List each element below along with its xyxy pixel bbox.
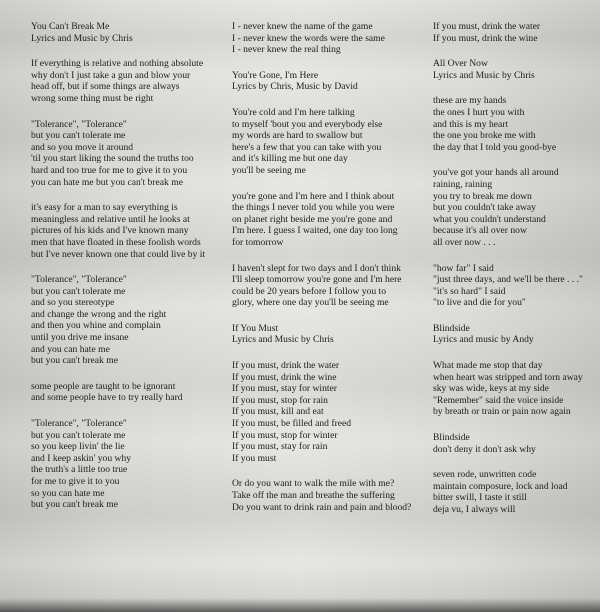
lyric-line: If you must, drink the wine <box>232 371 337 383</box>
lyric-line: these are my hands <box>433 95 507 107</box>
lyric-line: Lyrics and Music by Chris <box>232 334 334 346</box>
lyric-line: my words are hard to swallow but <box>232 130 363 142</box>
lyric-line: and change the wrong and the right <box>31 308 167 320</box>
lyric-block <box>433 469 598 515</box>
lyric-block <box>232 191 422 249</box>
lyric-line: and so you stereotype <box>31 297 115 309</box>
lyric-line: Blindside <box>433 322 470 334</box>
lyric-line: hard and too true for me to give it to you <box>31 164 188 176</box>
lyric-block <box>433 21 598 44</box>
lyrics-column-left <box>31 21 221 525</box>
lyric-line: If you must, stop for winter <box>232 429 338 441</box>
lyric-line: the truth's a little too true <box>31 464 128 476</box>
lyric-line: Do you want to drink rain and pain and blood? <box>232 501 412 513</box>
lyric-line: You're cold and I'm here talking <box>232 106 355 118</box>
lyric-line: 'til you start liking the sound the truths too <box>31 153 194 165</box>
lyric-block <box>433 360 598 418</box>
lyric-line: by breath or train or pain now again <box>433 406 571 418</box>
lyric-line: and it's killing me but one day <box>232 153 348 165</box>
lyric-line: the things I never told you while you were <box>232 202 395 214</box>
lyrics-column-middle <box>232 21 422 527</box>
lyric-line: I - never knew the real thing <box>232 44 341 56</box>
lyric-line: because it's all over now <box>433 225 527 237</box>
lyric-block <box>31 274 221 367</box>
lyric-line: Take off the man and breathe the suffering <box>232 490 395 501</box>
lyric-line: "it's so hard" I said <box>433 285 506 297</box>
lyric-block <box>31 58 221 104</box>
page-bottom-shadow <box>0 598 600 612</box>
lyric-line: "Tolerance", "Tolerance" <box>31 418 127 430</box>
lyric-line: I - never knew the name of the game <box>232 21 373 32</box>
lyric-line: What made me stop that day <box>433 360 543 372</box>
lyric-block <box>433 432 598 455</box>
lyric-block <box>433 263 598 309</box>
lyric-line: "Remember" said the voice inside <box>433 394 564 406</box>
lyric-block <box>31 381 221 404</box>
lyric-line: it's easy for a man to say everything is <box>31 202 178 214</box>
lyric-line: when heart was stripped and torn away <box>433 371 583 383</box>
lyric-block <box>31 119 221 189</box>
lyric-line: here's a few that you can take with you <box>232 141 382 153</box>
lyric-line: but you couldn't take away <box>433 202 536 214</box>
lyric-line: If you must, stay for rain <box>232 441 328 453</box>
lyric-line: Lyrics and Music by Chris <box>31 32 133 44</box>
lyric-line: but you can't break me <box>31 355 118 367</box>
lyric-block <box>232 107 422 177</box>
lyric-line: "how far" I said <box>433 262 494 274</box>
lyric-line: raining, raining <box>433 178 493 190</box>
lyric-block <box>232 323 422 346</box>
lyric-line: wrong some thing must be right <box>31 92 154 104</box>
lyric-line: men that have floated in these foolish words <box>31 236 201 248</box>
lyric-line: head off, but if some things are always <box>31 81 180 93</box>
lyric-line: pictures of his kids and I've known many <box>31 225 189 237</box>
lyric-line: seven rode, unwritten code <box>433 469 537 481</box>
lyric-block <box>433 167 598 248</box>
lyric-line: you've got your hands all around <box>433 167 559 179</box>
lyric-line: If you must, stop for rain <box>232 394 328 406</box>
lyric-block <box>31 418 221 511</box>
lyric-line: If you must, kill and eat <box>232 406 324 418</box>
lyric-line: why don't I just take a gun and blow your <box>31 69 191 81</box>
lyric-line: "to live and die for you" <box>433 297 526 309</box>
lyric-line: You Can't Break Me <box>31 21 110 32</box>
lyric-line: and then you whine and complain <box>31 320 161 332</box>
lyric-line: I - never knew the words were the same <box>232 32 385 44</box>
lyric-line: you can hate me but you can't break me <box>31 176 183 188</box>
lyric-line: and so you move it around <box>31 141 134 153</box>
lyric-line: If You Must <box>232 322 279 334</box>
lyric-line: deja vu, I always will <box>433 504 516 515</box>
lyric-line: but you can't tolerate me <box>31 285 126 297</box>
lyric-line: glory, where one day you'll be seeing me <box>232 297 389 309</box>
lyric-line: If you must, stay for winter <box>232 383 337 395</box>
lyric-line: I haven't slept for two days and I don't think <box>232 262 401 274</box>
lyric-line: but I've never known one that could live by it <box>31 248 206 260</box>
lyric-line: All Over Now <box>433 58 488 70</box>
lyric-line: If you must, drink the wine <box>433 32 538 44</box>
lyric-line: Blindside <box>433 432 470 444</box>
lyric-line: could be 20 years before I follow you to <box>232 285 386 297</box>
lyric-line: the ones I hurt you with <box>433 106 525 118</box>
lyric-line: Lyrics and music by Andy <box>433 334 534 346</box>
lyric-line: If you must <box>232 452 277 464</box>
lyric-line: don't deny it don't ask why <box>433 443 536 455</box>
lyric-block <box>433 95 598 153</box>
lyric-line: all over now . . . <box>433 236 496 248</box>
lyric-line: and I keep askin' you why <box>31 452 132 464</box>
lyric-line: you're gone and I'm here and I think about <box>232 190 395 202</box>
lyric-line: "just three days, and we'll be there . . ." <box>433 274 583 286</box>
lyric-line: You're Gone, I'm Here <box>232 69 319 81</box>
lyric-line: Lyrics by Chris, Music by David <box>232 81 358 93</box>
lyric-line: "Tolerance", "Tolerance" <box>31 274 127 286</box>
lyric-line: but you can't break me <box>31 499 118 511</box>
lyric-block <box>232 360 422 464</box>
lyric-line: until you drive me insane <box>31 332 129 344</box>
lyric-line: Lyrics and Music by Chris <box>433 69 535 81</box>
lyric-line: bitter swill, I taste it still <box>433 492 527 504</box>
lyric-line: for tomorrow <box>232 236 284 248</box>
lyric-line: meaningless and relative until he looks at <box>31 213 190 225</box>
lyric-block <box>433 58 598 81</box>
lyric-line: but you can't tolerate me <box>31 429 126 441</box>
lyric-line: Or do you want to walk the mile with me? <box>232 478 395 490</box>
lyric-block <box>232 70 422 93</box>
lyric-block <box>232 263 422 309</box>
lyric-line: If you must, drink the water <box>433 21 541 32</box>
lyric-line: you'll be seeing me <box>232 164 306 176</box>
lyric-block <box>232 21 422 56</box>
lyric-line: some people are taught to be ignorant <box>31 380 176 392</box>
lyric-block <box>232 478 422 513</box>
lyric-line: but you can't tolerate me <box>31 130 126 142</box>
lyric-line: and some people have to try really hard <box>31 392 183 404</box>
lyric-line: sky was wide, keys at my side <box>433 383 549 395</box>
lyric-line: the one you broke me with <box>433 130 536 142</box>
lyric-line: for me to give it to you <box>31 476 120 487</box>
lyric-block <box>433 323 598 346</box>
lyric-line: what you couldn't understand <box>433 213 546 225</box>
lyric-line: to myself 'bout you and everybody else <box>232 118 383 130</box>
lyric-line: I'm here. I guess I waited, one day too long <box>232 225 398 237</box>
lyric-line: you try to break me down <box>433 190 532 202</box>
lyric-line: "Tolerance", "Tolerance" <box>31 118 127 130</box>
lyric-line: If you must, be filled and freed <box>232 418 352 430</box>
lyric-line: If everything is relative and nothing absolute <box>31 58 204 70</box>
lyric-line: maintain composure, lock and load <box>433 480 568 492</box>
lyric-line: If you must, drink the water <box>232 360 340 372</box>
lyric-line: and this is my heart <box>433 118 509 130</box>
lyric-line: the day that I told you good-bye <box>433 141 557 153</box>
lyric-line: so you can hate me <box>31 487 105 499</box>
lyric-line: I'll sleep tomorrow you're gone and I'm here <box>232 274 402 286</box>
lyric-block <box>31 21 221 44</box>
lyric-line: and you can hate me <box>31 343 110 355</box>
lyric-line: so you keep livin' the lie <box>31 441 125 453</box>
lyric-line: on planet right beside me you're gone and <box>232 213 393 225</box>
lyrics-column-right <box>433 21 598 530</box>
lyric-block <box>31 202 221 260</box>
